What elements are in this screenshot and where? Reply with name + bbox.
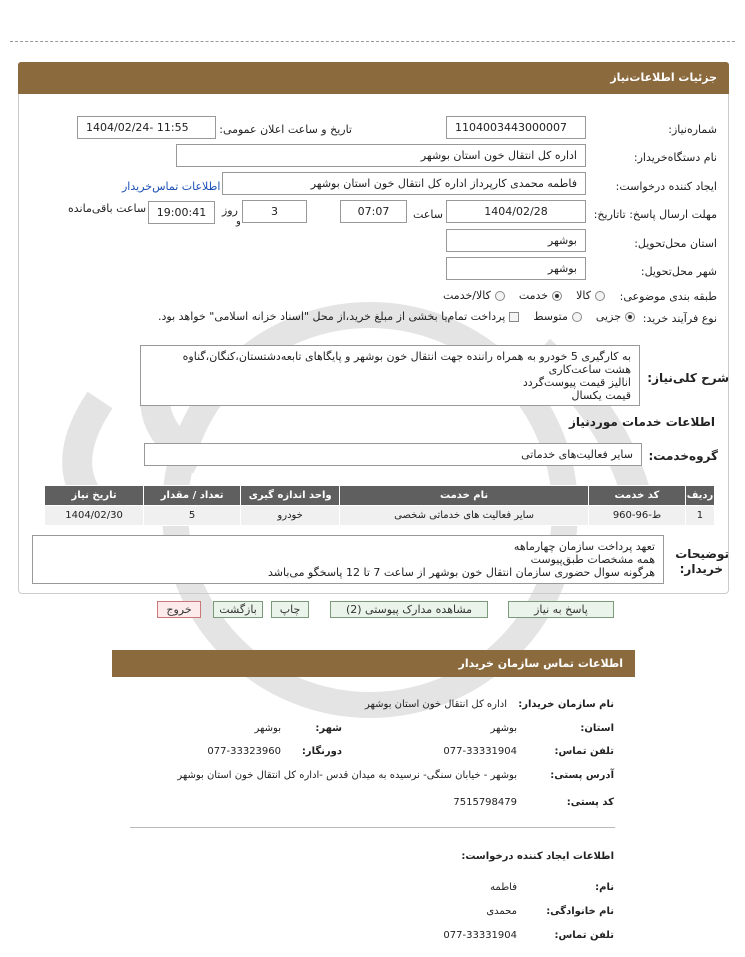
- contact-province-label: استان:: [580, 723, 614, 734]
- contact-phone-label: تلفن تماس:: [554, 746, 614, 757]
- announce-label: تاریخ و ساعت اعلان عمومی:: [219, 123, 352, 136]
- contact-title: اطلاعات تماس سازمان خریدار: [458, 657, 623, 670]
- address-value: بوشهر - خیابان سنگی- نرسیده به میدان قدس -اداره کل انتقال خون استان بوشهر: [177, 770, 517, 781]
- desc-line: هشت ساعت‌کاری: [548, 363, 631, 376]
- radio-goods-service-icon[interactable]: [495, 291, 505, 301]
- process-option-medium[interactable]: [533, 310, 582, 323]
- details-header: [18, 62, 729, 94]
- org-value: اداره کل انتقال خون استان بوشهر: [365, 699, 507, 710]
- category-radio-group: [443, 289, 605, 302]
- address-label: آدرس پستی:: [550, 770, 614, 781]
- category-option-label: کالا: [576, 289, 591, 302]
- deadline-label: مهلت ارسال پاسخ: تاتاریخ:: [593, 208, 717, 221]
- note-line: تعهد پرداخت سازمان چهارماهه: [513, 540, 655, 553]
- services-table: [44, 485, 715, 526]
- service-group-label: گروه‌خدمت:: [648, 449, 718, 463]
- buyer-contact-link[interactable]: اطلاعات تماس‌خریدار: [122, 180, 221, 193]
- table-cell: 1404/02/30: [45, 506, 144, 526]
- announce-field: 1404/02/24- 11:55: [77, 116, 216, 139]
- col-header: واحد اندازه گیری: [241, 486, 340, 506]
- fax-label: دورنگار:: [301, 746, 342, 757]
- radio-minor-icon[interactable]: [625, 312, 635, 322]
- city-field: بوشهر: [446, 257, 586, 280]
- contact-header: [112, 650, 635, 677]
- process-option-label: متوسط: [533, 310, 568, 323]
- last-name-value: محمدی: [486, 906, 517, 917]
- creator-field: فاطمه محمدی کارپرداز اداره کل انتقال خون استان بوشهر: [222, 172, 586, 195]
- back-button[interactable]: بازگشت: [213, 601, 263, 618]
- days-remaining-field: 3: [242, 200, 307, 223]
- reply-button[interactable]: پاسخ به نیاز: [508, 601, 614, 618]
- note-line: هرگونه سوال حضوری سازمان انتقال خون بوشهر از ساعت 7 تا 12 پاسخگو می‌باشد: [268, 566, 655, 579]
- general-desc-box: [140, 345, 640, 406]
- category-option-goods[interactable]: [576, 289, 605, 302]
- exit-button[interactable]: خروج: [157, 601, 201, 618]
- process-radio-group: [158, 310, 635, 323]
- treasury-payment-text: پرداخت تمام‌یا بخشی از مبلغ خرید،از محل "اسناد خزانه اسلامی" خواهد بود.: [158, 310, 506, 323]
- print-button[interactable]: چاپ: [271, 601, 309, 618]
- deadline-time-field: 07:07: [340, 200, 407, 223]
- need-number-field: 1104003443000007: [446, 116, 586, 139]
- contact-province-value: بوشهر: [490, 723, 517, 734]
- buyer-notes-label-2: خریدار:: [679, 562, 723, 576]
- table-cell: ط-96-960: [588, 506, 685, 526]
- table-cell: خودرو: [241, 506, 340, 526]
- process-option-label: جزیی: [595, 310, 621, 323]
- details-title: جزئیات اطلاعات‌نیاز: [610, 71, 717, 84]
- contact-city-label: شهر:: [315, 723, 342, 734]
- time-remaining-field: 19:00:41: [148, 201, 215, 224]
- top-divider: [10, 41, 735, 42]
- radio-medium-icon[interactable]: [572, 312, 582, 322]
- buyer-org-label: نام دستگاه‌خریدار:: [633, 151, 717, 164]
- buyer-org-field: اداره کل انتقال خون استان بوشهر: [176, 144, 586, 167]
- col-header: تاریخ نیاز: [45, 486, 144, 506]
- city-label: شهر محل‌تحویل:: [640, 265, 717, 278]
- col-header: تعداد / مقدار: [144, 486, 241, 506]
- org-label: نام سازمان خریدار:: [518, 699, 614, 710]
- view-documents-button[interactable]: مشاهده مدارک پیوستی (2): [330, 601, 488, 618]
- general-desc-label: شرح کلی‌نیاز:: [647, 371, 729, 385]
- note-line: همه مشخصات طبق‌پیوست: [530, 553, 655, 566]
- creator-phone-label: تلفن تماس:: [554, 930, 614, 941]
- province-field: بوشهر: [446, 229, 586, 252]
- buyer-notes-box: [32, 535, 664, 584]
- day-label: روز: [222, 204, 238, 217]
- process-label: نوع فرآیند خرید:: [642, 312, 717, 325]
- category-option-service[interactable]: [519, 289, 562, 302]
- table-header-row: [45, 486, 715, 506]
- col-header: نام خدمت: [340, 486, 589, 506]
- creator-info-title: اطلاعات ایجاد کننده درخواست:: [461, 851, 614, 862]
- category-option-label: خدمت: [518, 289, 549, 302]
- radio-goods-icon[interactable]: [595, 291, 605, 301]
- time-remaining-label: ساعت باقی‌مانده: [68, 202, 147, 215]
- postal-label: کد پستی:: [566, 797, 614, 808]
- desc-line: انالیز قیمت پیوست‌گردد: [522, 376, 631, 389]
- service-group-field: سایر فعالیت‌های خدماتی: [144, 443, 642, 466]
- services-title: اطلاعات خدمات موردنیاز: [568, 415, 715, 429]
- postal-value: 7515798479: [453, 797, 517, 808]
- category-option-label: کالا/خدمت: [443, 289, 491, 302]
- desc-line: به کارگیری 5 خودرو به همراه راننده جهت انتقال خون بوشهر و پایگاهای تابعه‌دشتستان،کنگان،گناوه: [182, 350, 631, 363]
- checkbox-icon[interactable]: [509, 312, 519, 322]
- province-label: استان محل‌تحویل:: [634, 237, 717, 250]
- category-option-goods-service[interactable]: [443, 289, 505, 302]
- table-row: [45, 506, 715, 526]
- table-cell: 1: [685, 506, 714, 526]
- process-option-minor[interactable]: [596, 310, 635, 323]
- fax-value: 077-33323960: [207, 746, 281, 757]
- first-name-value: فاطمه: [490, 882, 517, 893]
- radio-service-icon[interactable]: [552, 291, 562, 301]
- desc-line: قیمت یکسال: [571, 389, 631, 402]
- buyer-notes-label-1: توضیحات: [675, 547, 729, 561]
- contact-phone-value: 077-33331904: [443, 746, 517, 757]
- deadline-date-field: 1404/02/28: [446, 200, 586, 223]
- deadline-time-label: ساعت: [413, 208, 443, 221]
- treasury-payment-option[interactable]: [158, 310, 519, 323]
- need-number-label: شماره‌نیاز:: [668, 123, 717, 136]
- last-name-label: نام خانوادگی:: [546, 906, 614, 917]
- first-name-label: نام:: [595, 882, 614, 893]
- category-label: طبقه بندی موضوعی:: [619, 290, 717, 303]
- table-cell: 5: [144, 506, 241, 526]
- day-suffix: و: [236, 216, 241, 227]
- creator-label: ایجاد کننده درخواست:: [615, 180, 717, 193]
- contact-city-value: بوشهر: [254, 723, 281, 734]
- contact-divider: [130, 827, 615, 828]
- creator-phone-value: 077-33331904: [443, 930, 517, 941]
- col-header: کد خدمت: [588, 486, 685, 506]
- col-header: ردیف: [685, 486, 714, 506]
- table-cell: سایر فعالیت های خدماتی شخصی: [340, 506, 589, 526]
